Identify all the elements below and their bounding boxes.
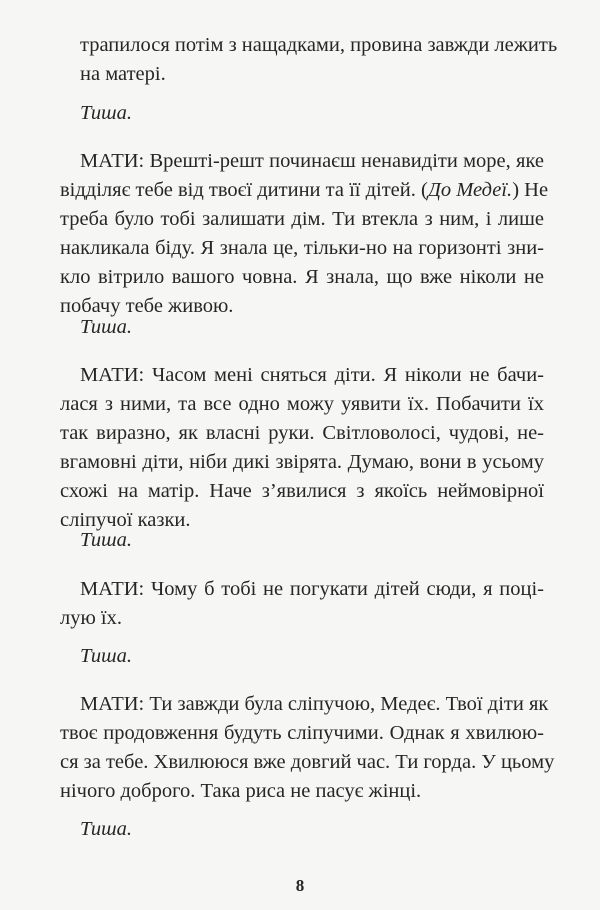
text-line: МАТИ: Ти завжди була сліпучою, Медеє. Твої діти як	[80, 693, 549, 715]
aside-direction: До Медеї.	[427, 179, 513, 201]
stage-direction: Тиша.	[80, 102, 133, 124]
text-line: на матері.	[80, 63, 166, 85]
text-line: ся за тебе. Хвилююся вже довгий час. Ти горда. У цьому	[60, 751, 555, 773]
text-line: МАТИ: Чому б тобі не погукати дітей сюди, я поці-	[80, 578, 544, 600]
text-line: твоє продовження будуть сліпучими. Однак я хвилюю-	[60, 722, 544, 744]
text-line: лую їх.	[60, 607, 122, 629]
text-line: вгамовні діти, ніби дикі звірята. Думаю, вони в усьому	[60, 451, 544, 473]
text-line: нічого доброго. Така риса не пасує жінці.	[60, 780, 422, 802]
stage-direction: Тиша.	[80, 316, 133, 338]
aside-close: ) Не	[512, 179, 549, 201]
text-line: так виразно, як власні руки. Світловолосі, чудові, не-	[60, 422, 544, 444]
text-line: МАТИ: Врешті-решт починаєш ненавидіти море, яке	[80, 150, 544, 172]
text-line: кло вітрило вашого човна. Я знала, що вже ніколи не	[60, 266, 544, 288]
stage-direction: Тиша.	[80, 818, 133, 840]
stage-direction: Тиша.	[80, 645, 133, 667]
aside-open: (	[421, 179, 428, 201]
text-line: трапилося потім з нащадками, провина завжди лежить	[80, 34, 558, 56]
text-line: схожі на матір. Наче з’явилися з якоїсь неймовірної	[60, 480, 544, 502]
text-line: МАТИ: Часом мені сняться діти. Я ніколи не бачи-	[80, 364, 544, 386]
text-span: відділяє тебе від твоєї дитини та її дітей.	[60, 179, 416, 201]
text-line: треба було тобі залишати дім. Ти втекла з ним, і лише	[60, 208, 544, 230]
text-line: сліпучої казки.	[60, 509, 191, 531]
stage-direction: Тиша.	[80, 529, 133, 551]
text-line: лася з ними, та все одно можу уявити їх. Побачити їх	[60, 393, 544, 415]
page-number: 8	[295, 876, 305, 895]
text-line-with-aside	[60, 175, 549, 205]
text-line: накликала біду. Я знала це, тільки-но на горизонті зни-	[60, 237, 544, 259]
text-line: побачу тебе живою.	[60, 295, 234, 317]
